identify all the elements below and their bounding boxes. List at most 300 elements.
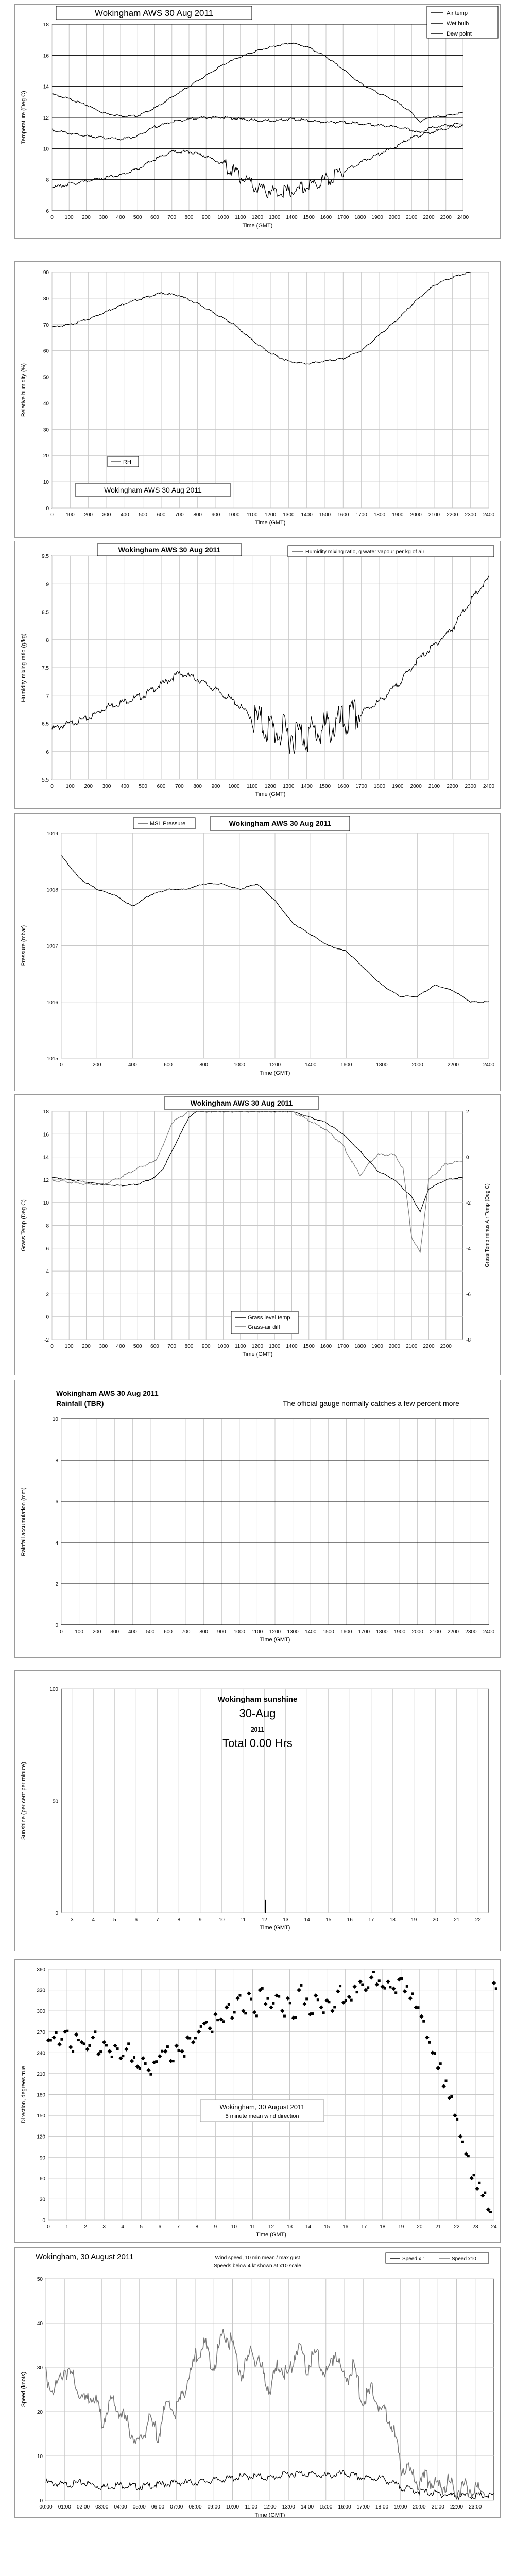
x-tick-label: 5 bbox=[113, 1917, 116, 1923]
x-tick-label: 200 bbox=[92, 1062, 101, 1068]
x-tick-label: 1600 bbox=[320, 215, 332, 221]
legend-label: Humidity mixing ratio, g water vapour per kg of air bbox=[305, 549, 425, 555]
wind-direction-point bbox=[225, 2005, 229, 2009]
x-tick-label: 1100 bbox=[251, 1629, 263, 1635]
x-tick-label: 11 bbox=[250, 2224, 255, 2230]
y-tick-label: 16 bbox=[43, 1132, 49, 1138]
wind-direction-point bbox=[139, 2067, 141, 2070]
wind-direction-point bbox=[302, 2002, 306, 2006]
legend-label: Grass-air diff bbox=[248, 1324, 280, 1330]
x-tick-label: 01:00 bbox=[58, 2504, 71, 2510]
x-tick-label: 1800 bbox=[354, 215, 366, 221]
legend-label: Speed x10 bbox=[452, 2256, 476, 2262]
chart-title: Wokingham AWS 30 Aug 2011 bbox=[118, 546, 221, 554]
wind-direction-point bbox=[425, 2035, 429, 2039]
wind-direction-point bbox=[319, 2005, 323, 2009]
x-tick-label: 200 bbox=[84, 512, 93, 518]
wind-direction-point bbox=[495, 1987, 497, 1990]
x-tick-label: 2100 bbox=[406, 215, 418, 221]
x-tick-label: 12 bbox=[261, 1917, 267, 1923]
legend-label: Speed x 1 bbox=[402, 2256, 426, 2262]
y-tick-label: 100 bbox=[49, 1687, 58, 1692]
wind-direction-point bbox=[272, 2002, 274, 2005]
wind-direction-point bbox=[267, 1997, 269, 2000]
x-tick-label: 2400 bbox=[483, 1629, 495, 1635]
x-tick-label: 2400 bbox=[483, 784, 495, 789]
x-axis-label: Time (GMT) bbox=[242, 223, 273, 229]
x-tick-label: 300 bbox=[102, 512, 111, 518]
wind-direction-point bbox=[305, 1997, 308, 2000]
x-axis-label: Time (GMT) bbox=[255, 791, 286, 798]
wind-direction-point bbox=[314, 1993, 318, 1997]
y-tick-label: 14 bbox=[43, 84, 49, 90]
x-tick-label: 20:00 bbox=[413, 2504, 426, 2510]
x-tick-label: 800 bbox=[184, 1344, 194, 1349]
wind-direction-point bbox=[244, 2012, 247, 2014]
wind-direction-point bbox=[295, 2016, 297, 2019]
y-tick-label: 6 bbox=[46, 209, 49, 214]
x-tick-label: 08:00 bbox=[188, 2504, 202, 2510]
x-tick-label: 2100 bbox=[430, 1629, 441, 1635]
y-tick-label: 30 bbox=[37, 2365, 43, 2371]
wind-direction-point bbox=[478, 2182, 480, 2184]
x-tick-label: 11 bbox=[240, 1917, 246, 1923]
x-tick-label: 500 bbox=[139, 512, 148, 518]
x-tick-label: 700 bbox=[181, 1629, 191, 1635]
y-tick-label: 4 bbox=[46, 1269, 49, 1275]
wind-direction-point bbox=[322, 2011, 325, 2014]
chart-total: Total 0.00 Hrs bbox=[222, 1737, 293, 1750]
x-tick-label: 1800 bbox=[354, 1344, 366, 1349]
wind-speed-chart bbox=[15, 2248, 500, 2517]
wind-direction-point bbox=[144, 2062, 147, 2065]
x-tick-label: 02:00 bbox=[76, 2504, 90, 2510]
x-tick-label: 300 bbox=[102, 784, 111, 789]
y-tick-label: 12 bbox=[43, 1177, 49, 1183]
y-tick-label: 7 bbox=[46, 693, 49, 700]
wind-direction-point bbox=[158, 2054, 162, 2058]
x-tick-label: 21 bbox=[454, 1917, 460, 1923]
y-tick-label: 210 bbox=[37, 2071, 45, 2077]
wind-direction-point bbox=[473, 2174, 475, 2176]
x-tick-label: 0 bbox=[47, 2224, 50, 2230]
x-axis-label: Time (GMT) bbox=[254, 2512, 285, 2517]
wind-direction-point bbox=[317, 1998, 319, 2001]
humidity-chart bbox=[15, 262, 500, 537]
wind-direction-point bbox=[122, 2055, 124, 2057]
x-tick-label: 400 bbox=[120, 784, 129, 789]
y-tick-label: 7.5 bbox=[42, 666, 49, 671]
wind-direction-point bbox=[166, 2045, 169, 2048]
series-line bbox=[46, 2329, 485, 2498]
wind-direction-point bbox=[356, 1991, 358, 1993]
x-tick-label: 100 bbox=[75, 1629, 83, 1635]
wind-direction-point bbox=[52, 2035, 56, 2039]
y-tick-label: 5.5 bbox=[42, 777, 49, 783]
y-axis-label: Humidity mixing ratio (g/kg) bbox=[21, 633, 27, 702]
x-tick-label: 1600 bbox=[340, 1629, 352, 1635]
y-tick-label: 0 bbox=[46, 506, 49, 512]
x-tick-label: 14 bbox=[304, 1917, 310, 1923]
y-tick-label: 60 bbox=[43, 348, 49, 354]
x-tick-label: 1300 bbox=[269, 1344, 281, 1349]
x-tick-label: 7 bbox=[177, 2224, 180, 2230]
x-tick-label: 1700 bbox=[355, 784, 367, 789]
x-tick-label: 05:00 bbox=[132, 2504, 146, 2510]
wind-direction-point bbox=[72, 2050, 74, 2053]
chart-subtitle: Wind speed, 10 min mean / max gust bbox=[215, 2255, 300, 2261]
x-tick-label: 0 bbox=[50, 512, 54, 518]
wind-direction-point bbox=[352, 1985, 356, 1989]
x-axis-label: Time (GMT) bbox=[242, 1351, 273, 1358]
y-tick-label: 360 bbox=[37, 1967, 45, 1973]
wind-direction-point bbox=[311, 2012, 314, 2015]
wind-direction-point bbox=[91, 2035, 95, 2039]
x-tick-label: 2200 bbox=[447, 1629, 459, 1635]
x-tick-label: 2400 bbox=[483, 512, 495, 518]
x-tick-label: 8 bbox=[177, 1917, 181, 1923]
y-tick-label: 1018 bbox=[46, 887, 58, 893]
y-tick-label: 1019 bbox=[46, 831, 58, 837]
x-tick-label: 2200 bbox=[447, 784, 458, 789]
series-line bbox=[52, 272, 471, 364]
x-tick-label: 1000 bbox=[217, 1344, 229, 1349]
x-tick-label: 700 bbox=[175, 512, 184, 518]
x-tick-label: 1600 bbox=[320, 1344, 332, 1349]
legend-label: Wet bulb bbox=[447, 21, 469, 27]
chart-title: Wokingham AWS 30 Aug 2011 bbox=[190, 1099, 293, 1107]
x-tick-label: 1700 bbox=[358, 1629, 370, 1635]
wind-direction-point bbox=[372, 1971, 375, 1973]
wind-direction-point bbox=[286, 1996, 290, 2001]
wind-direction-point bbox=[102, 2040, 106, 2044]
y-tick-label: 90 bbox=[43, 270, 49, 276]
y-tick-label: 12 bbox=[43, 115, 49, 121]
wind-direction-point bbox=[369, 1975, 373, 1979]
x-tick-label: 2200 bbox=[447, 512, 458, 518]
wind-direction-point bbox=[228, 2003, 230, 2006]
x-tick-label: 09:00 bbox=[207, 2504, 220, 2510]
x-tick-label: 800 bbox=[199, 1629, 209, 1635]
wind-direction-point bbox=[408, 1996, 413, 2001]
x-tick-label: 14:00 bbox=[300, 2504, 314, 2510]
x-tick-label: 1400 bbox=[286, 1344, 298, 1349]
y2-tick-label: -2 bbox=[466, 1200, 471, 1207]
wind-direction-point bbox=[146, 2068, 150, 2072]
wind-direction-point bbox=[213, 2012, 217, 2016]
x-tick-label: 20 bbox=[432, 1917, 438, 1923]
wind-direction-point bbox=[49, 2039, 52, 2041]
x-tick-label: 1700 bbox=[355, 512, 367, 518]
y2-tick-label: -8 bbox=[466, 1337, 471, 1343]
chart-year: 2011 bbox=[250, 1726, 265, 1733]
x-tick-label: 1000 bbox=[228, 784, 240, 789]
x-tick-label: 3 bbox=[70, 1917, 74, 1923]
wind-direction-point bbox=[113, 2044, 117, 2048]
x-tick-label: 1400 bbox=[305, 1629, 317, 1635]
x-tick-label: 17:00 bbox=[356, 2504, 370, 2510]
x-tick-label: 3 bbox=[102, 2224, 106, 2230]
wind-direction-point bbox=[238, 1994, 241, 1997]
y-axis-label: Temperature (Deg C) bbox=[21, 91, 27, 144]
chart-title: Wokingham, 30 August 2011 bbox=[36, 2252, 134, 2261]
x-tick-label: 1800 bbox=[376, 1629, 388, 1635]
y-tick-label: 0 bbox=[55, 1911, 58, 1917]
x-tick-label: 1300 bbox=[269, 215, 281, 221]
wind-direction-point bbox=[188, 2037, 191, 2040]
x-tick-label: 1 bbox=[65, 2224, 68, 2230]
wind-direction-point bbox=[230, 2015, 234, 2020]
x-tick-label: 8 bbox=[195, 2224, 199, 2230]
y2-tick-label: 2 bbox=[466, 1109, 469, 1115]
x-tick-label: 1200 bbox=[264, 784, 277, 789]
y-tick-label: 270 bbox=[37, 2029, 45, 2036]
wind-direction-point bbox=[436, 2066, 440, 2070]
wind-direction-point bbox=[235, 1996, 239, 2001]
x-tick-label: 16 bbox=[347, 1917, 353, 1923]
y-tick-label: 180 bbox=[37, 2092, 45, 2098]
x-tick-label: 22 bbox=[475, 1917, 481, 1923]
x-tick-label: 200 bbox=[92, 1629, 101, 1635]
wind-direction-point bbox=[280, 2009, 284, 2013]
wind-direction-point bbox=[339, 1985, 341, 1987]
x-tick-label: 1100 bbox=[234, 215, 246, 221]
x-tick-label: 100 bbox=[65, 784, 75, 789]
x-tick-label: 1200 bbox=[251, 1344, 264, 1349]
x-tick-label: 800 bbox=[199, 1062, 209, 1068]
x-tick-label: 18 bbox=[389, 1917, 396, 1923]
x-tick-label: 1000 bbox=[217, 215, 229, 221]
x-tick-label: 2200 bbox=[423, 1344, 435, 1349]
x-tick-label: 1900 bbox=[371, 215, 383, 221]
wind-direction-point bbox=[133, 2056, 135, 2059]
y-tick-label: 70 bbox=[43, 322, 49, 328]
x-tick-label: 2000 bbox=[410, 512, 422, 518]
x-tick-label: 1400 bbox=[301, 512, 313, 518]
x-tick-label: 16 bbox=[342, 2224, 349, 2230]
wind-direction-point bbox=[347, 1995, 351, 1999]
x-tick-label: 2000 bbox=[410, 784, 422, 789]
y2-tick-label: -4 bbox=[466, 1246, 471, 1252]
wind-direction-point bbox=[208, 2026, 212, 2030]
wind-direction-point bbox=[428, 2041, 431, 2044]
chart-title: Wokingham AWS 30 Aug 2011 bbox=[104, 486, 202, 494]
x-tick-label: 1900 bbox=[371, 1344, 383, 1349]
chart-note: The official gauge normally catches a few percent more bbox=[283, 1399, 459, 1408]
y-tick-label: 20 bbox=[37, 2410, 43, 2415]
x-tick-label: 600 bbox=[157, 512, 166, 518]
x-tick-label: 03:00 bbox=[95, 2504, 109, 2510]
x-tick-label: 1800 bbox=[376, 1062, 388, 1068]
x-tick-label: 1500 bbox=[322, 1629, 334, 1635]
wind-direction-point bbox=[300, 1984, 302, 1987]
x-tick-label: 800 bbox=[193, 784, 202, 789]
wind-direction-point bbox=[197, 2030, 201, 2034]
x-tick-label: 600 bbox=[164, 1629, 173, 1635]
y-tick-label: 40 bbox=[37, 2321, 43, 2327]
y-tick-label: 10 bbox=[43, 1200, 49, 1207]
wind-direction-point bbox=[99, 2050, 102, 2053]
x-tick-label: 400 bbox=[116, 1344, 125, 1349]
y-tick-label: 50 bbox=[43, 375, 49, 381]
x-tick-label: 1300 bbox=[287, 1629, 299, 1635]
wind-direction-point bbox=[278, 1995, 280, 1998]
y-tick-label: 240 bbox=[37, 2050, 45, 2057]
wind-direction-point bbox=[484, 2192, 486, 2194]
mixing-ratio-chart-panel bbox=[14, 541, 501, 809]
x-tick-label: 2300 bbox=[465, 512, 476, 518]
wind-direction-point bbox=[358, 1979, 362, 1984]
wind-direction-point bbox=[475, 2187, 479, 2191]
wind-direction-point bbox=[233, 2011, 236, 2013]
x-tick-label: 700 bbox=[167, 1344, 177, 1349]
y-axis-label: Grass Temp (Deg C) bbox=[21, 1199, 27, 1251]
x-tick-label: 1500 bbox=[319, 784, 331, 789]
x-tick-label: 1400 bbox=[305, 1062, 317, 1068]
x-tick-label: 200 bbox=[84, 784, 93, 789]
x-tick-label: 400 bbox=[116, 215, 125, 221]
x-tick-label: 20 bbox=[417, 2224, 423, 2230]
x-tick-label: 800 bbox=[193, 512, 202, 518]
y-tick-label: 40 bbox=[43, 401, 49, 407]
x-tick-label: 0 bbox=[60, 1629, 63, 1635]
wind-direction-point bbox=[205, 2021, 208, 2023]
wind-direction-point bbox=[394, 1991, 397, 1994]
x-tick-label: 5 bbox=[140, 2224, 143, 2230]
x-tick-label: 2300 bbox=[440, 215, 452, 221]
x-tick-label: 1400 bbox=[301, 784, 313, 789]
x-tick-label: 0 bbox=[50, 1344, 54, 1349]
chart-title: Wokingham, 30 August 2011 bbox=[219, 2103, 305, 2111]
x-tick-label: 15 bbox=[324, 2224, 330, 2230]
x-tick-label: 2100 bbox=[428, 784, 440, 789]
wind-direction-point bbox=[445, 2079, 448, 2082]
y-tick-label: 8 bbox=[55, 1458, 58, 1464]
x-tick-label: 19:00 bbox=[394, 2504, 407, 2510]
x-tick-label: 900 bbox=[211, 784, 220, 789]
wind-direction-point bbox=[174, 2044, 178, 2048]
wind-direction-point bbox=[105, 2044, 108, 2046]
x-tick-label: 2000 bbox=[411, 1062, 423, 1068]
y2-axis-label: Grass Temp minus Air Temp (Deg C) bbox=[485, 1183, 490, 1267]
wind-direction-point bbox=[200, 2025, 202, 2028]
rainfall-chart-panel bbox=[14, 1380, 501, 1658]
x-tick-label: 1200 bbox=[269, 1629, 281, 1635]
temperature-chart-panel bbox=[14, 4, 501, 239]
x-tick-label: 100 bbox=[65, 512, 75, 518]
x-tick-label: 19 bbox=[411, 1917, 417, 1923]
wind-direction-point bbox=[222, 2020, 225, 2023]
wind-direction-point bbox=[441, 2084, 445, 2088]
x-tick-label: 500 bbox=[139, 784, 148, 789]
y-tick-label: 300 bbox=[37, 2009, 45, 2015]
rainfall-chart bbox=[15, 1380, 500, 1657]
x-tick-label: 1100 bbox=[246, 784, 258, 789]
chart-note: Speeds below 4 kt shown at x10 scale bbox=[214, 2263, 301, 2269]
x-tick-label: 300 bbox=[99, 215, 108, 221]
wind-direction-point bbox=[419, 2014, 423, 2019]
wind-direction-point bbox=[60, 2038, 63, 2041]
y-tick-label: 0 bbox=[46, 1314, 49, 1320]
x-tick-label: 1900 bbox=[392, 512, 404, 518]
x-tick-label: 16:00 bbox=[338, 2504, 351, 2510]
wind-direction-point bbox=[333, 2006, 336, 2008]
y-tick-label: 50 bbox=[37, 2277, 43, 2282]
x-tick-label: 2000 bbox=[411, 1629, 423, 1635]
wind-direction-point bbox=[458, 2134, 462, 2138]
sunshine-chart bbox=[15, 1671, 500, 1951]
legend-label: MSL Pressure bbox=[150, 821, 186, 827]
x-tick-label: 900 bbox=[217, 1629, 226, 1635]
x-tick-label: 15 bbox=[325, 1917, 332, 1923]
wind-direction-point bbox=[183, 2055, 185, 2058]
x-tick-label: 15:00 bbox=[319, 2504, 333, 2510]
y-tick-label: -2 bbox=[44, 1337, 49, 1343]
y-tick-label: 0 bbox=[55, 1623, 58, 1629]
x-tick-label: 100 bbox=[64, 1344, 74, 1349]
x-tick-label: 12:00 bbox=[263, 2504, 277, 2510]
wind-direction-point bbox=[386, 1979, 390, 1984]
x-tick-label: 14 bbox=[305, 2224, 312, 2230]
wind-direction-point bbox=[411, 1992, 414, 1995]
y-axis-label: Direction, degrees true bbox=[21, 2065, 27, 2124]
wind-direction-point bbox=[456, 2118, 458, 2121]
y-tick-label: 20 bbox=[43, 453, 49, 460]
x-tick-label: 2300 bbox=[440, 1344, 452, 1349]
wind-direction-point bbox=[178, 2049, 180, 2052]
x-tick-label: 300 bbox=[110, 1629, 119, 1635]
x-tick-label: 2200 bbox=[447, 1062, 459, 1068]
sunshine-bar bbox=[265, 1900, 266, 1913]
y-axis-label: Rainfall accumulation (mm) bbox=[21, 1487, 27, 1556]
y2-tick-label: 0 bbox=[466, 1155, 469, 1161]
x-tick-label: 00:00 bbox=[39, 2504, 53, 2510]
wind-direction-point bbox=[450, 2095, 453, 2098]
x-tick-label: 17 bbox=[368, 1917, 374, 1923]
x-tick-label: 2200 bbox=[423, 215, 435, 221]
wind-direction-point bbox=[149, 2073, 152, 2076]
wind-direction-point bbox=[66, 2030, 68, 2032]
x-tick-label: 9 bbox=[214, 2224, 217, 2230]
y-tick-label: 10 bbox=[37, 2454, 43, 2460]
x-tick-label: 04:00 bbox=[114, 2504, 127, 2510]
wind-direction-point bbox=[350, 1999, 353, 2002]
x-tick-label: 500 bbox=[133, 1344, 142, 1349]
x-tick-label: 9 bbox=[198, 1917, 202, 1923]
wind-direction-point bbox=[328, 2001, 330, 2003]
x-tick-label: 2000 bbox=[388, 215, 401, 221]
y-tick-label: 10 bbox=[43, 480, 49, 486]
x-tick-label: 1200 bbox=[269, 1062, 281, 1068]
x-tick-label: 1600 bbox=[337, 512, 349, 518]
y-tick-label: 50 bbox=[52, 1799, 58, 1805]
wind-direction-point bbox=[172, 2060, 175, 2062]
x-axis-label: Time (GMT) bbox=[260, 1925, 290, 1931]
x-tick-label: 100 bbox=[64, 215, 74, 221]
wind-direction-point bbox=[263, 2002, 267, 2006]
y-tick-label: 150 bbox=[37, 2113, 45, 2120]
pressure-chart-panel bbox=[14, 813, 501, 1091]
x-tick-label: 2 bbox=[84, 2224, 87, 2230]
wind-direction-point bbox=[216, 2019, 219, 2021]
x-tick-label: 21:00 bbox=[431, 2504, 444, 2510]
x-tick-label: 2400 bbox=[483, 1062, 495, 1068]
x-tick-label: 1500 bbox=[319, 512, 331, 518]
x-tick-label: 06:00 bbox=[151, 2504, 165, 2510]
x-tick-label: 1100 bbox=[246, 512, 258, 518]
wind-direction-point bbox=[384, 1987, 386, 1990]
x-tick-label: 10:00 bbox=[226, 2504, 239, 2510]
